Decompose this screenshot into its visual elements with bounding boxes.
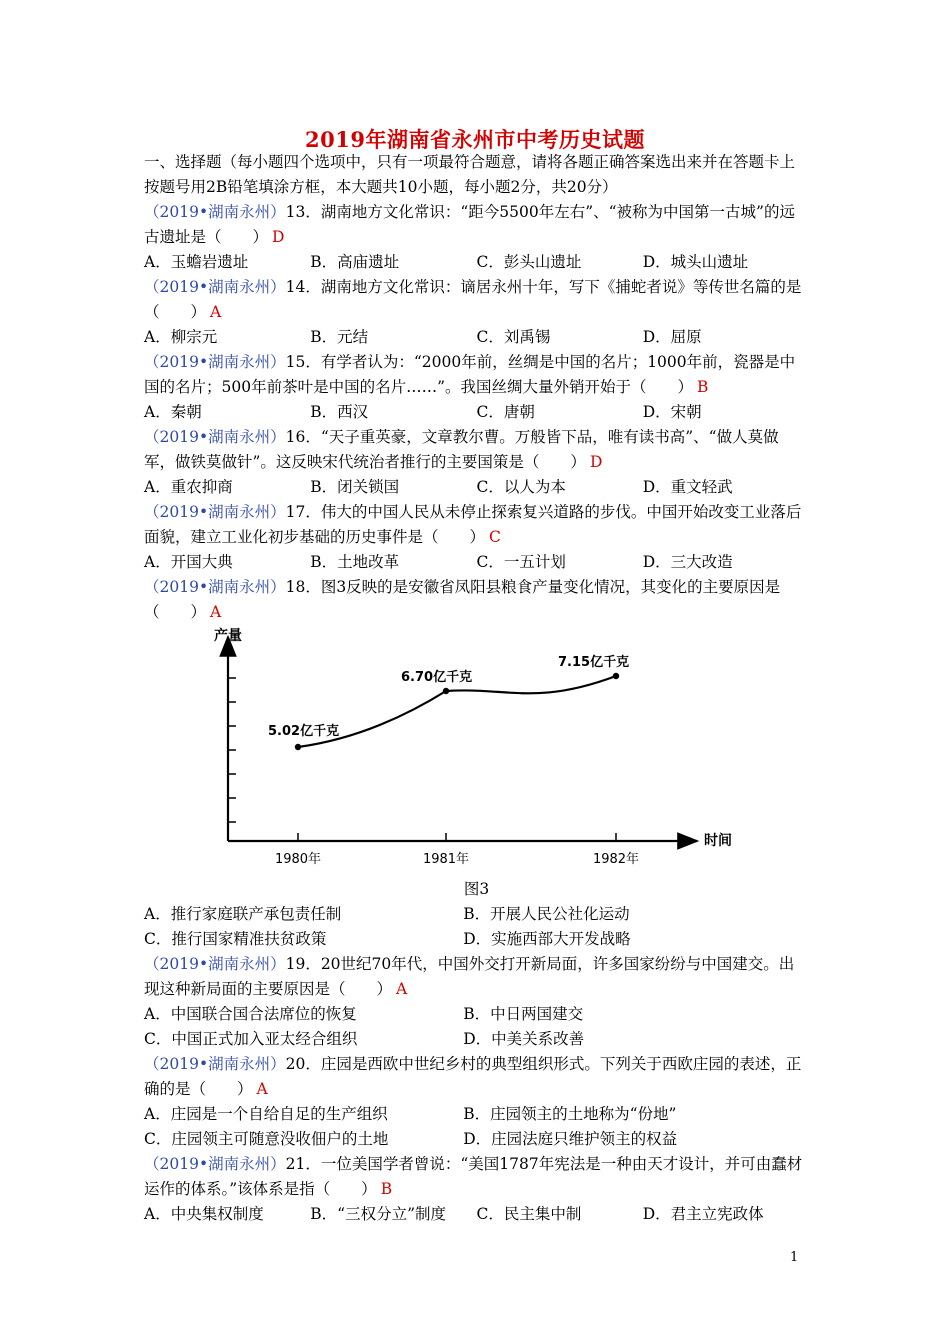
data-label: 5.02亿千克: [268, 724, 340, 739]
option-b: B．土地改革: [310, 553, 400, 571]
option-b: B．闭关锁国: [310, 478, 400, 496]
grain-output-chart: [144, 625, 809, 875]
question-source: （2019•湖南永州）: [144, 353, 286, 371]
option-b: B．开展人民公社化运动: [463, 905, 630, 923]
question-17: [144, 500, 809, 550]
option-b: B．庄园领主的土地称为“份地”: [463, 1105, 677, 1123]
option-d: D．宋朝: [642, 403, 702, 421]
options-16: [144, 475, 809, 500]
question-stem: 19．20世纪70年代，中国外交打开新局面，许多国家纷纷与中国建交。出现这种新局面的主要原因是（ ）: [144, 955, 795, 998]
answer-key: A: [210, 303, 222, 321]
answer-key: B: [380, 1180, 393, 1198]
option-d: D．君主立宪政体: [642, 1205, 764, 1223]
option-d: D．屈原: [642, 328, 702, 346]
option-a: A．秦朝: [144, 403, 202, 421]
question-stem: 14．湖南地方文化常识：谪居永州十年，写下《捕蛇者说》等传世名篇的是（ ）: [144, 278, 802, 321]
option-a: A．中国联合国合法席位的恢复: [144, 1005, 357, 1023]
answer-key: D: [589, 453, 603, 471]
options-15: [144, 400, 809, 425]
question-stem: 15．有学者认为：“2000年前，丝绸是中国的名片；1000年前，瓷器是中国的名片；500年前茶叶是中国的名片……”。我国丝绸大量外销开始于（ ）: [144, 353, 796, 396]
option-d: D．实施西部大开发战略: [463, 930, 631, 948]
x-tick-label: 1982年: [592, 852, 640, 867]
option-a: A．玉蟾岩遗址: [144, 253, 249, 271]
options-19-row1: [144, 1002, 809, 1027]
option-d: D．庄园法庭只维护领主的权益: [463, 1130, 678, 1148]
question-stem: 16．“天子重英豪，文章教尔曹。万般皆下品，唯有读书高”、“做人莫做军，做铁莫做针”。这反映宋代统治者推行的主要国策是（ ）: [144, 428, 779, 471]
answer-key: A: [256, 1080, 268, 1098]
question-source: （2019•湖南永州）: [144, 1055, 286, 1073]
chart-svg: [144, 625, 809, 875]
question-21: [144, 1152, 809, 1202]
y-axis-label: 产量: [214, 628, 242, 644]
question-18: [144, 575, 809, 625]
option-c: C．刘禹锡: [476, 328, 551, 346]
x-axis-label: 时间: [704, 833, 732, 849]
option-a: A．庄园是一个自给自足的生产组织: [144, 1105, 388, 1123]
question-14: [144, 275, 809, 325]
question-source: （2019•湖南永州）: [144, 503, 286, 521]
x-tick-label: 1980年: [274, 852, 322, 867]
options-21: [144, 1202, 809, 1227]
options-18-row2: [144, 927, 809, 952]
option-c: C．彭头山遗址: [476, 253, 582, 271]
question-section: [144, 150, 809, 1227]
option-d: D．重文轻武: [642, 478, 733, 496]
section-instructions: 一、选择题（每小题四个选项中，只有一项最符合题意，请将各题正确答案选出来并在答题卡上按题号用2B铅笔填涂方框，本大题共10小题，每小题2分，共20分）: [144, 153, 796, 196]
answer-key: B: [697, 378, 709, 396]
question-source: （2019•湖南永州）: [144, 1155, 286, 1173]
option-c: C．庄园领主可随意没收佃户的土地: [144, 1130, 389, 1148]
option-b: B．“三权分立”制度: [310, 1205, 446, 1223]
option-a: A．中央集权制度: [144, 1205, 264, 1223]
answer-key: C: [489, 528, 501, 546]
option-b: B．西汉: [310, 403, 369, 421]
option-c: C．以人为本: [476, 478, 566, 496]
data-label: 6.70亿千克: [401, 670, 473, 685]
options-14: [144, 325, 809, 350]
question-16: [144, 425, 809, 475]
option-b: B．高庙遗址: [310, 253, 400, 271]
series-line: [298, 676, 616, 747]
question-19: [144, 952, 809, 1002]
question-stem: 17．伟大的中国人民从未停止探索复兴道路的步伐。中国开始改变工业落后面貌，建立工业化初步基础的历史事件是（ ）: [144, 503, 802, 546]
data-label: 7.15亿千克: [558, 655, 630, 670]
options-18-row1: [144, 902, 809, 927]
answer-key: A: [396, 980, 408, 998]
question-stem: 18．图3反映的是安徽省凤阳县粮食产量变化情况，其变化的主要原因是（ ）: [144, 578, 781, 621]
option-c: C．推行国家精准扶贫政策: [144, 930, 327, 948]
option-d: D．城头山遗址: [642, 253, 749, 271]
option-c: C．民主集中制: [476, 1205, 582, 1223]
option-c: C．中国正式加入亚太经合组织: [144, 1030, 358, 1048]
option-d: D．中美关系改善: [463, 1030, 585, 1048]
question-15: [144, 350, 809, 400]
question-source: （2019•湖南永州）: [144, 203, 286, 221]
question-13: [144, 200, 809, 250]
question-source: （2019•湖南永州）: [144, 278, 286, 296]
option-a: A．开国大典: [144, 553, 233, 571]
question-stem: 21．一位美国学者曾说：“美国1787年宪法是一种由天才设计，并可由蠢材运作的体系。”该体系是指（ ）: [144, 1155, 803, 1198]
data-point: [443, 688, 449, 694]
option-d: D．三大改造: [642, 553, 733, 571]
question-stem: 13．湖南地方文化常识：“距今5500年左右”、“被称为中国第一古城”的远古遗址是（ ）: [144, 203, 795, 246]
question-source: （2019•湖南永州）: [144, 428, 286, 446]
options-20-row1: [144, 1102, 809, 1127]
figure-caption: 图3: [463, 880, 490, 898]
data-point: [295, 744, 301, 750]
question-source: （2019•湖南永州）: [144, 955, 286, 973]
options-20-row2: [144, 1127, 809, 1152]
question-source: （2019•湖南永州）: [144, 578, 286, 596]
question-20: [144, 1052, 809, 1102]
option-a: A．重农抑商: [144, 478, 233, 496]
data-point: [613, 673, 619, 679]
x-tick-label: 1981年: [422, 852, 470, 867]
option-a: A．柳宗元: [144, 328, 218, 346]
options-19-row2: [144, 1027, 809, 1052]
options-17: [144, 550, 809, 575]
option-b: B．元结: [310, 328, 369, 346]
option-c: C．唐朝: [476, 403, 535, 421]
page-number: 1: [790, 1250, 799, 1265]
question-stem: 20．庄园是西欧中世纪乡村的典型组织形式。下列关于西欧庄园的表述，正确的是（ ）: [144, 1055, 802, 1098]
answer-key: A: [210, 603, 222, 621]
answer-key: D: [272, 228, 285, 246]
option-b: B．中日两国建交: [463, 1005, 584, 1023]
option-c: C．一五计划: [476, 553, 566, 571]
options-13: [144, 250, 809, 275]
option-a: A．推行家庭联产承包责任制: [144, 905, 342, 923]
page-title: 2019年湖南省永州市中考历史试题: [305, 127, 645, 152]
